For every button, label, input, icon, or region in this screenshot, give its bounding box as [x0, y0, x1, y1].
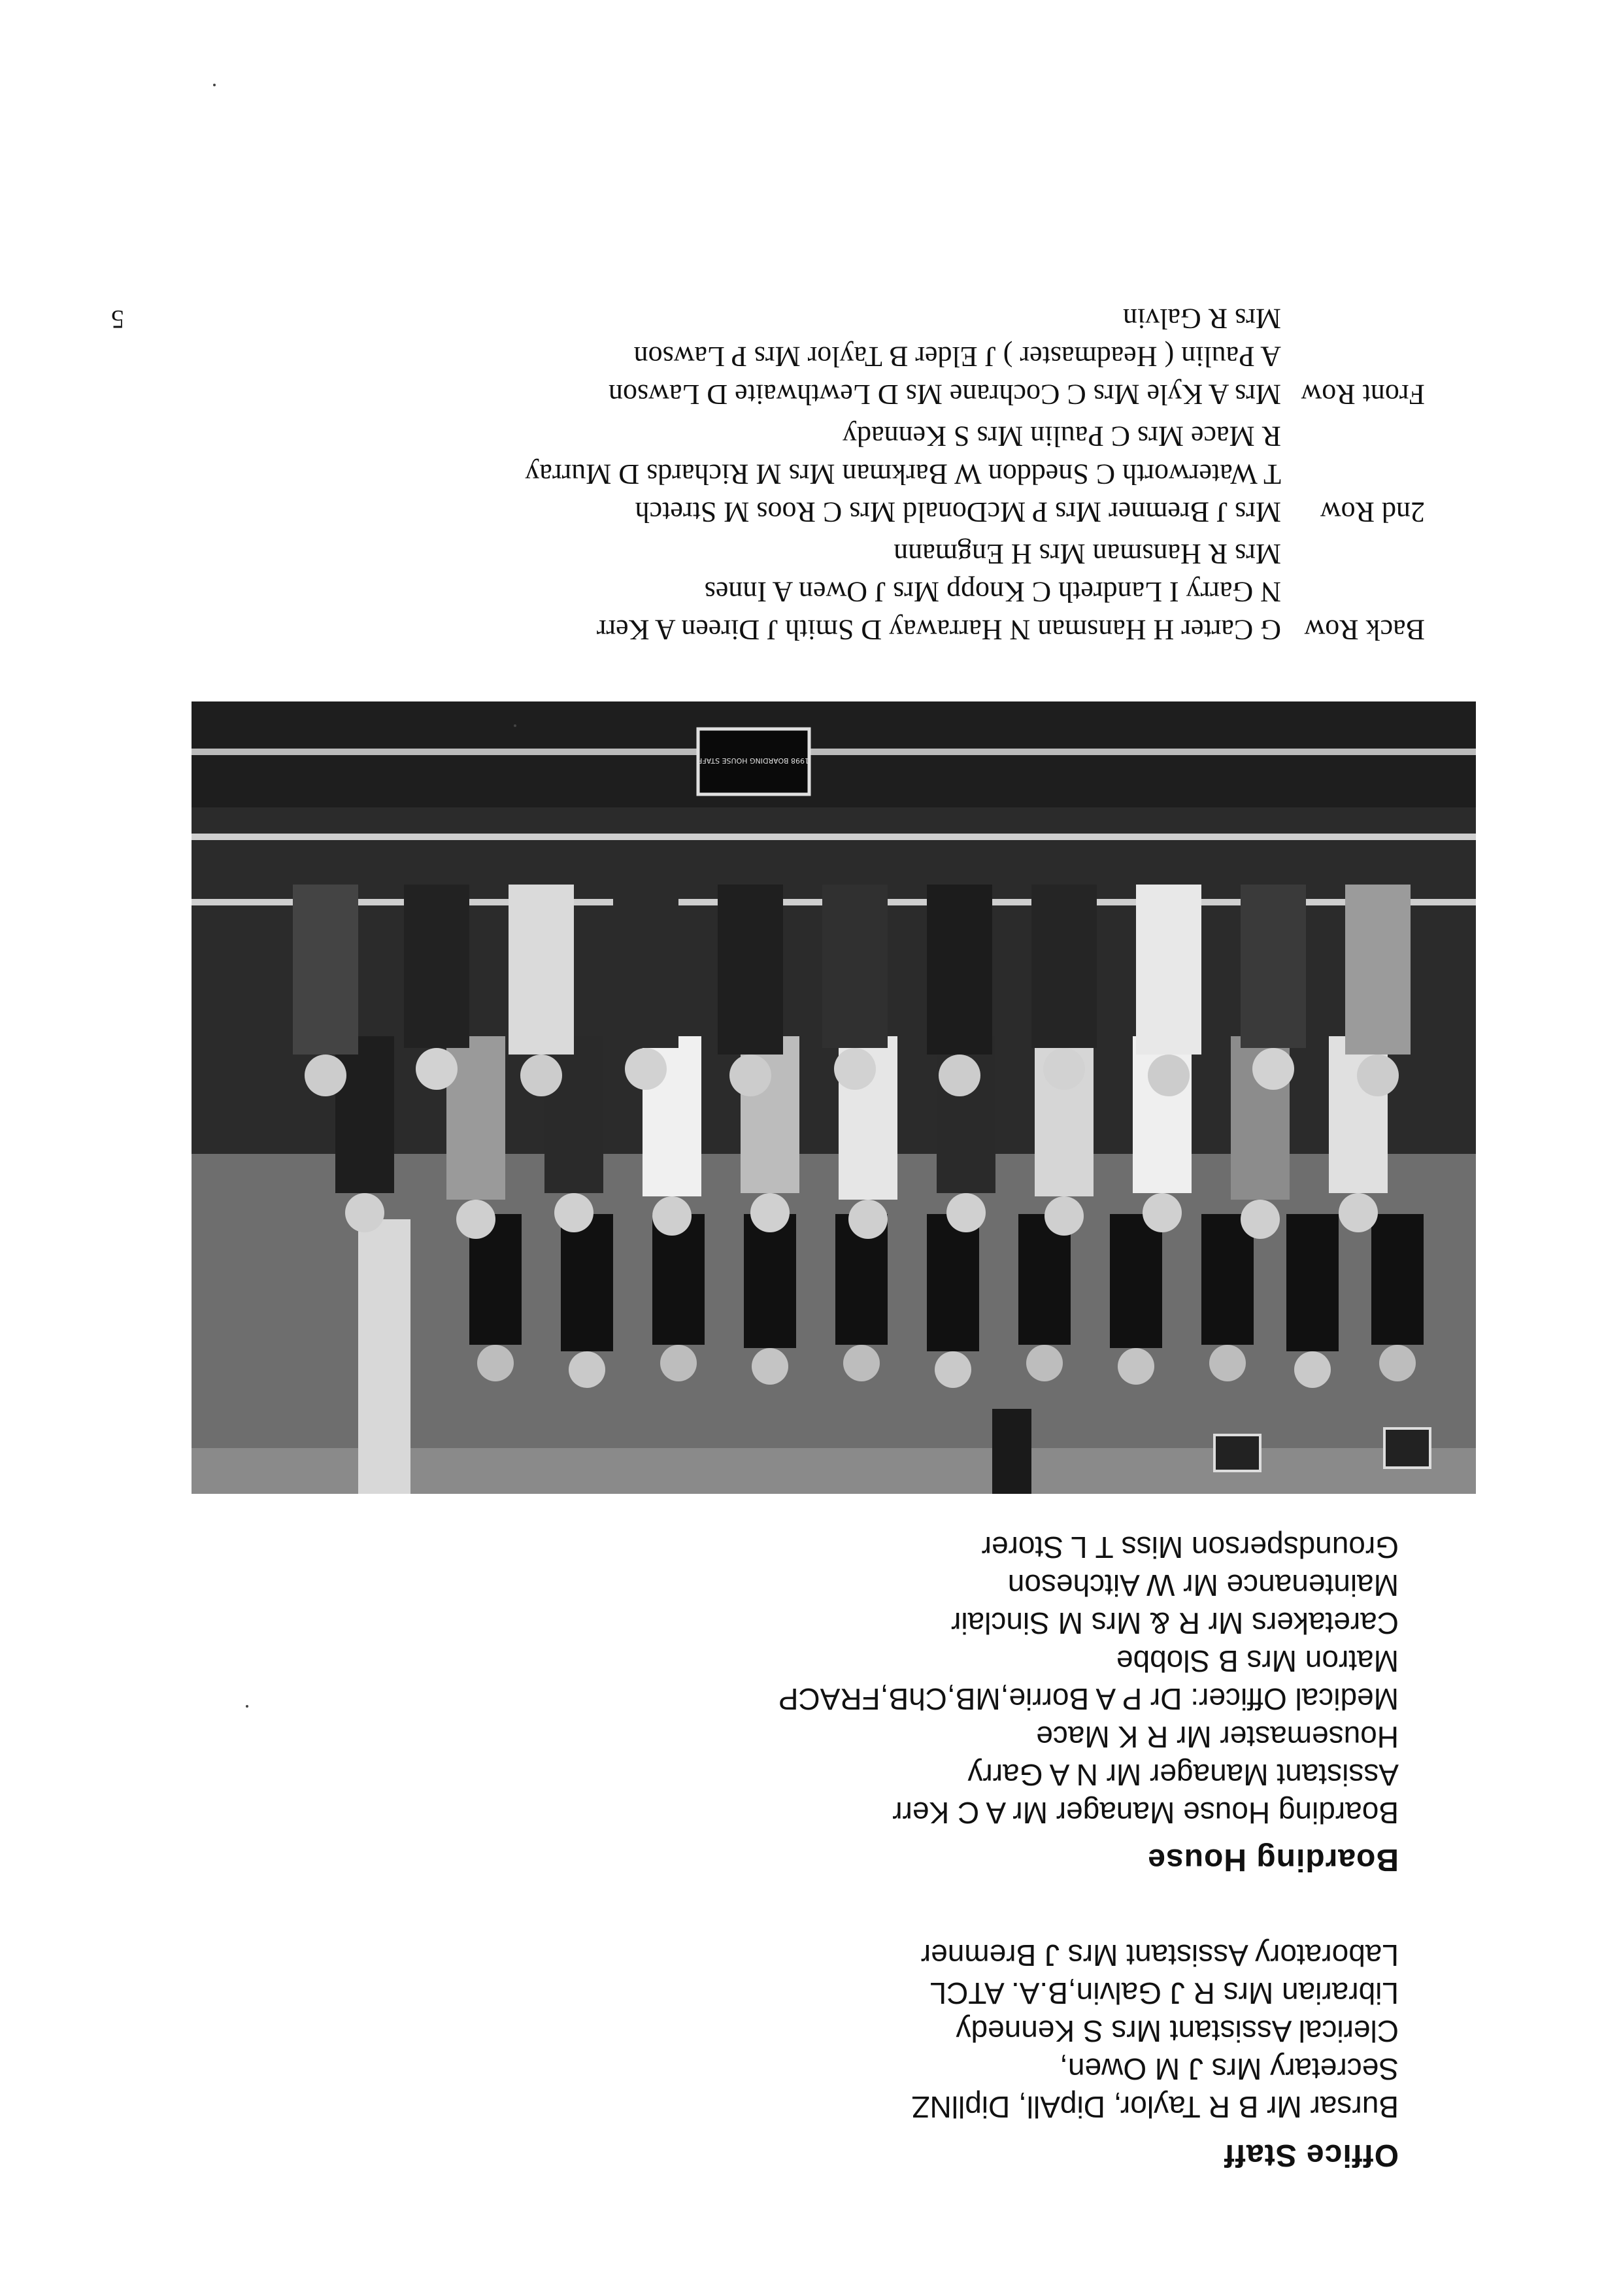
caption-line: Mrs R Hansman Mrs H Engmann [894, 538, 1281, 570]
office-staff-line: Librarian Mrs R J Galvin,B.A. ATCL [929, 1976, 1399, 2010]
office-staff-line: Bursar Mr B R Taylor, DipAll, DipllNZ [911, 2090, 1399, 2124]
scan-speck [246, 1705, 248, 1708]
boarding-house-line: Caretakers Mr R & Mrs M Sinclair [951, 1606, 1399, 1640]
caption-line: Mrs J Bremner Mrs P McDonald Mrs C Roos M Stretch [635, 496, 1281, 528]
caption-row-label: Front Row [1301, 379, 1425, 411]
boarding-house-line: Boarding House Manager Mr A C Kerr [892, 1796, 1399, 1830]
boarding-house-line: Assistant Manager Mr N A Garry [967, 1758, 1399, 1792]
scan-speck [514, 724, 516, 727]
caption-line: A Paulin ( Headmaster ) J Elder B Taylor Mrs P Lawson [633, 341, 1281, 373]
caption-line: Mrs A Kyle Mrs C Cochrane Ms D Lewthwaite D Lawson [609, 379, 1281, 411]
caption-line: R Mace Mrs C Paulin Mrs S Kennady [843, 420, 1281, 452]
caption-line: G Carter H Hansman N Harraway D Smith J Direen A Kerr [596, 614, 1281, 646]
boarding-house-line: Groundsperson Miss T L Storer [981, 1530, 1399, 1564]
group-photo-drawing [192, 701, 1476, 1494]
boarding-house-line: Maintenance Mr W Aitcheson [1007, 1568, 1399, 1602]
office-staff-line: Secretary Mrs J M Owen, [1060, 2052, 1399, 2086]
office-staff-line: Laboratory Assistant Mrs J Bremner [920, 1938, 1399, 1972]
page-number: 5 [111, 305, 124, 334]
boarding-house-line: Housemaster Mr R K Mace [1036, 1720, 1399, 1754]
office-staff-heading: Office Staff [1223, 2138, 1399, 2172]
caption-line: Mrs R Galvin [1123, 303, 1281, 335]
scan-speck [213, 84, 216, 86]
group-photo [192, 701, 1476, 1494]
photo-sign-text: 1998 BOARDING HOUSE STAFF [698, 756, 809, 765]
office-staff-line: Clerical Assistant Mrs S Kennedy [956, 2014, 1399, 2048]
caption-row-label: 2nd Row [1320, 496, 1425, 528]
boarding-house-line: Matron Mrs B Slobbe [1116, 1644, 1399, 1678]
boarding-house-heading: Boarding House [1147, 1842, 1399, 1877]
boarding-house-line: Medical Officer: Dr P A Borrie,MB,ChB,FRACP [778, 1682, 1399, 1716]
caption-line: T Waterworth C Sneddon W Barkman Mrs M Richards D Murray [525, 458, 1281, 490]
caption-row-label: Back Row [1304, 614, 1425, 646]
caption-line: N Garry I Landreth C Knopp Mrs J Owen A Innes [704, 576, 1281, 608]
